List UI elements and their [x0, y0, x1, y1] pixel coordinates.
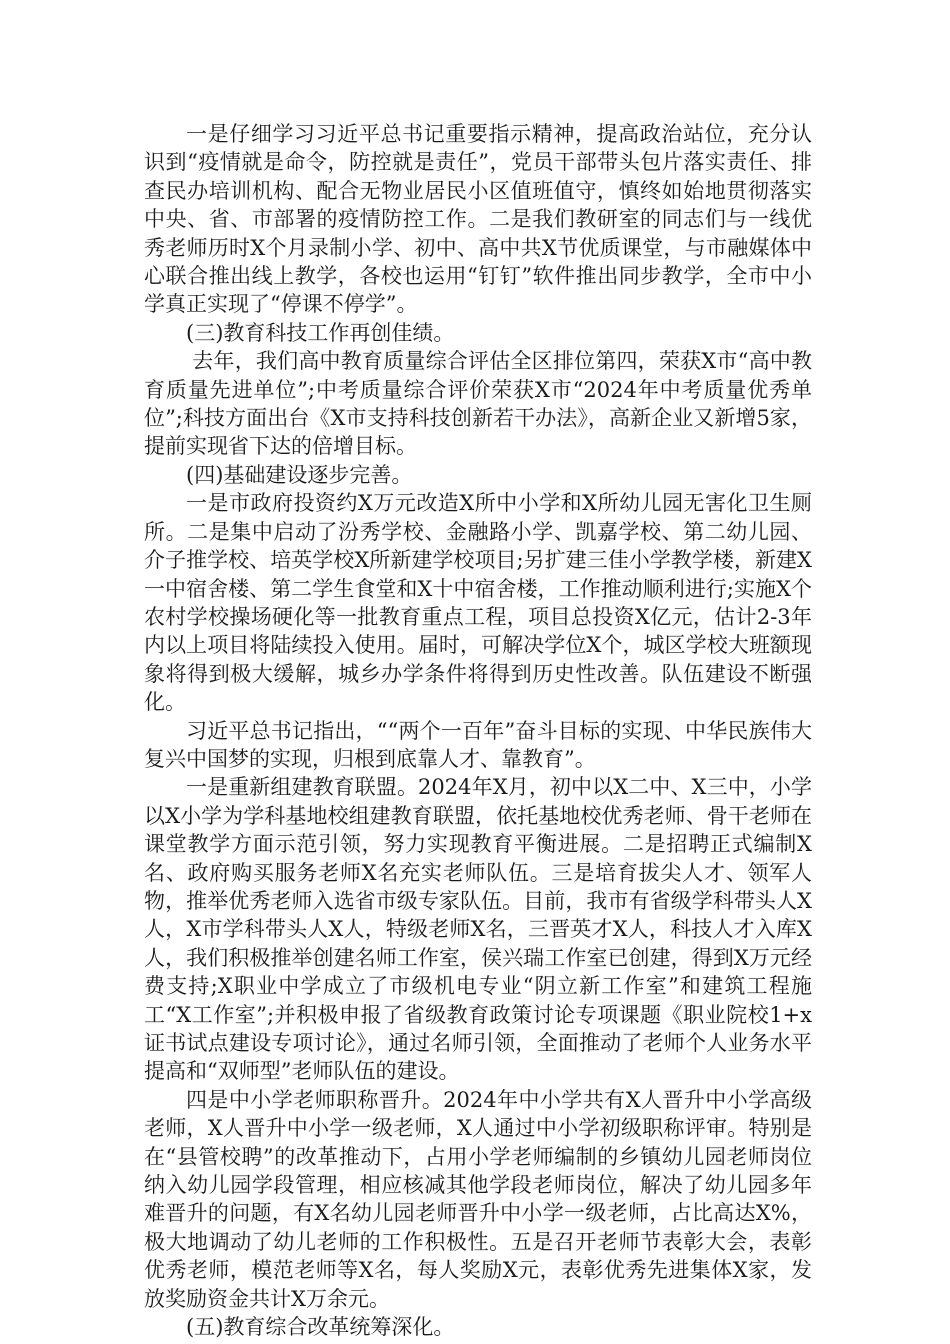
paragraph-epidemic-prevention: 一是仔细学习习近平总书记重要指示精神，提高政治站位，充分认识到“疫情就是命令，防控就是责任”，党员干部带头包片落实责任、排查民办培训机构、配合无物业居民小区值班值守，慎终如始地贯彻落实中央、省、市部署的疫情防控工作。二是我们教研室的同志们与一线优秀老师历时X个月录制小学、初中、高中共X节优质课堂，与市融媒体中心联合推出线上教学，各校也运用“钉钉”软件推出同步教学，全市中小学真正实现了“停课不停学”。	[144, 122, 812, 317]
paragraph-education-quality: 去年，我们高中教育质量综合评估全区排位第四，荣获X市“高中教育质量先进单位”;中考质量综合评价荣获X市“2024年中考质量优秀单位”;科技方面出台《X市支持科技创新若干办法》，高新企业又新增5家，提前实现省下达的倍增目标。	[144, 349, 812, 459]
section-heading-5: (五)教育综合改革统筹深化。	[186, 1315, 455, 1340]
section-heading-4: (四)基础建设逐步完善。	[186, 462, 413, 487]
paragraph-quote: 习近平总书记指出，““两个一百年”奋斗目标的实现、中华民族伟大复兴中国梦的实现，归根到底靠人才、靠教育”。	[144, 718, 812, 771]
paragraph-infrastructure: 一是市政府投资约X万元改造X所中小学和X所幼儿园无害化卫生厕所。二是集中启动了汾秀学校、金融路小学、凯嘉学校、第二幼儿园、介子推学校、培英学校X所新建学校项目;另扩建三佳小学教学楼，新建X一中宿舍楼、第二学生食堂和X十中宿舍楼，工作推动顺利进行;实施X个农村学校操场硬化等一批教育重点工程，项目总投资X亿元，估计2-3年内以上项目将陆续投入使用。届时，可解决学位X个，城区学校大班额现象将得到极大缓解，城乡办学条件将得到历史性改善。队伍建设不断强化。	[144, 491, 812, 715]
paragraph-teacher-team: 一是重新组建教育联盟。2024年X月，初中以X二中、X三中，小学以X小学为学科基地校组建教育联盟，依托基地校优秀老师、骨干老师在课堂教学方面示范引领，努力实现教育平衡进展。二是招聘正式编制X名、政府购买服务老师X名充实老师队伍。三是培育拔尖人才、领军人物，推举优秀老师入选省市级专家队伍。目前，我市有省级学科带头人X人，X市学科带头人X人，特级老师X名，三晋英才X人，科技人才入库X人，我们积极推举创建名师工作室，侯兴瑞工作室已创建，得到X万元经费支持;X职业中学成立了市级机电专业“阴立新工作室”和建筑工程施工“X工作室”;并积极申报了省级教育政策讨论专项课题《职业院校1+x证书试点建设专项讨论》，通过名师引领，全面推动了老师个人业务水平提高和“双师型”老师队伍的建设。	[144, 775, 812, 1084]
section-heading-3: (三)教育科技工作再创佳绩。	[186, 320, 455, 345]
paragraph-title-promotion: 四是中小学老师职称晋升。2024年中小学共有X人晋升中小学高级老师，X人晋升中小学一级老师，X人通过中小学初级职称评审。特别是在“县管校聘”的改革推动下，占用小学老师编制的乡镇幼儿园老师岗位纳入幼儿园学段管理，相应核减其他学段老师岗位，解决了幼儿园多年难晋升的问题，有X名幼儿园老师晋升中小学一级老师，占比高达X%，极大地调动了幼儿老师的工作积极性。五是召开老师节表彰大会，表彰优秀老师，模范老师等X名，每人奖励X元，表彰优秀先进集体X家，发放奖励资金共计X万余元。	[144, 1087, 812, 1311]
document-page	[144, 120, 812, 1341]
